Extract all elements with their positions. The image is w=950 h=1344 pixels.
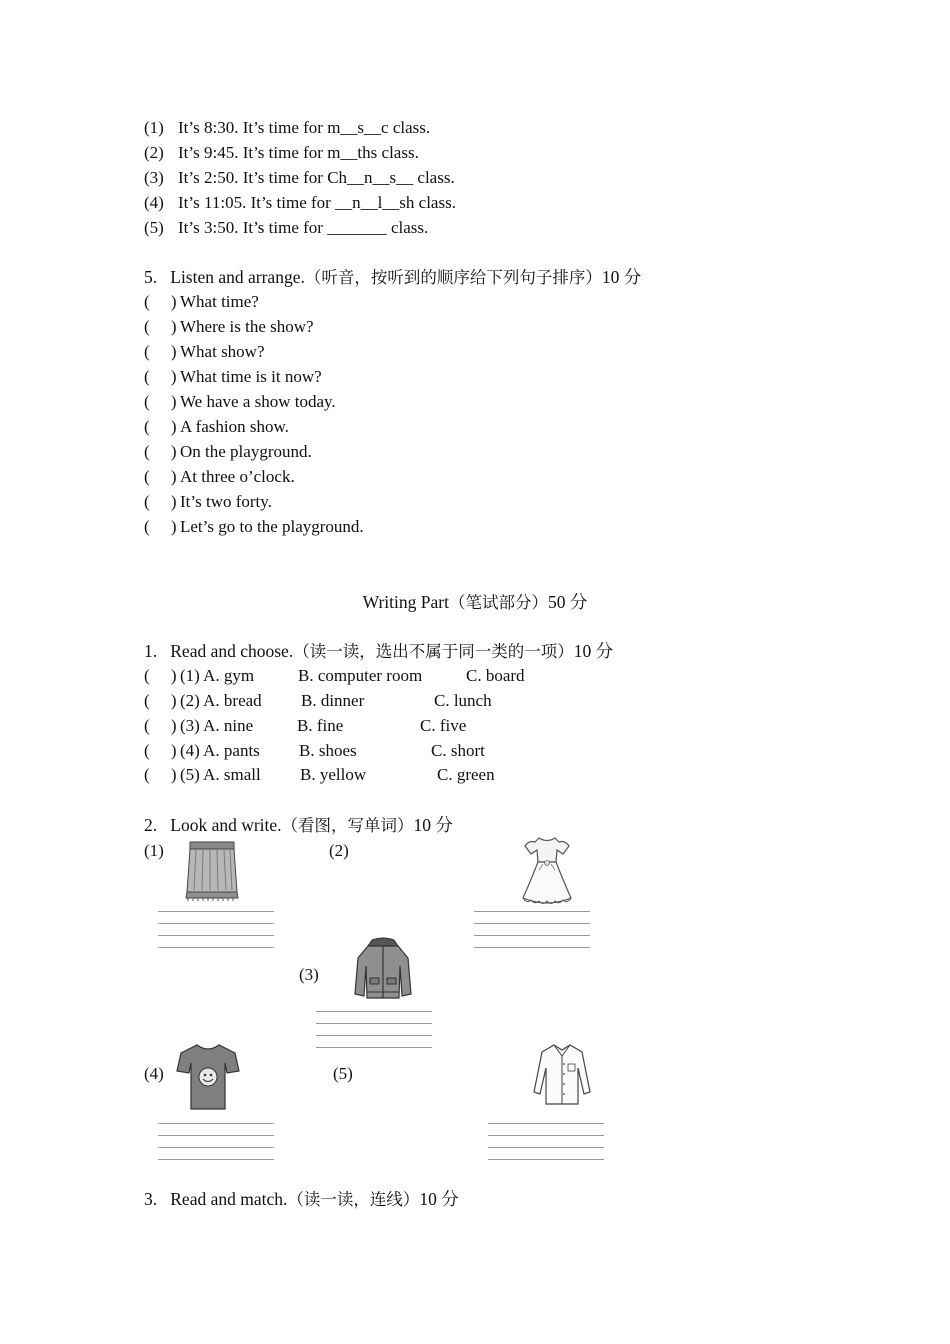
shirt-picture-icon	[530, 1042, 594, 1108]
arrange-item: ( ) It’s two forty.	[144, 492, 272, 511]
arrange-item: ( ) What show?	[144, 342, 265, 361]
fill-item-1: (1) It’s 8:30. It’s time for m__s__c class.	[144, 118, 431, 137]
choose-item-5: ( ) (5) A. small	[144, 765, 261, 784]
arrange-item: ( ) What time is it now?	[144, 367, 322, 386]
choose-item-3-b: B. fine	[297, 716, 344, 735]
picture-label-1: (1)	[144, 841, 164, 860]
dress-picture-icon	[519, 834, 575, 908]
arrange-item: ( ) Where is the show?	[144, 317, 314, 336]
choose-item-5-b: B. yellow	[300, 765, 367, 784]
arrange-item: ( ) A fashion show.	[144, 417, 289, 436]
write-lines-1[interactable]	[158, 911, 274, 951]
write-lines-5[interactable]	[488, 1123, 604, 1163]
w2-heading: 2. Look and write.（看图，写单词）10 分	[144, 815, 453, 835]
section5-heading: 5. Listen and arrange.（听音，按听到的顺序给下列句子排序）10 分	[144, 267, 642, 287]
choose-item-1-b: B. computer room	[298, 666, 423, 685]
w3-heading: 3. Read and match.（读一读，连线）10 分	[144, 1189, 459, 1209]
choose-item-4-b: B. shoes	[299, 741, 357, 760]
choose-item-2-c: C. lunch	[434, 691, 492, 710]
picture-label-3: (3)	[299, 965, 319, 984]
writing-part-title: Writing Part（笔试部分）50 分	[362, 592, 588, 612]
picture-label-4: (4)	[144, 1064, 164, 1083]
fill-item-3: (3) It’s 2:50. It’s time for Ch__n__s__ class.	[144, 168, 455, 187]
write-lines-4[interactable]	[158, 1123, 274, 1163]
choose-item-1-c: C. board	[466, 666, 525, 685]
picture-label-2: (2)	[329, 841, 349, 860]
arrange-item: ( ) Let’s go to the playground.	[144, 517, 364, 536]
choose-item-4: ( ) (4) A. pants	[144, 741, 260, 760]
skirt-picture-icon	[184, 840, 240, 902]
choose-item-1: ( ) (1) A. gym	[144, 666, 255, 685]
choose-item-5-c: C. green	[437, 765, 495, 784]
t-shirt-picture-icon	[175, 1041, 241, 1111]
arrange-item: ( ) What time?	[144, 292, 259, 311]
choose-item-3-c: C. five	[420, 716, 467, 735]
choose-item-2-b: B. dinner	[301, 691, 365, 710]
choose-item-4-c: C. short	[431, 741, 485, 760]
write-lines-2[interactable]	[474, 911, 590, 951]
jacket-picture-icon	[352, 936, 414, 1002]
choose-item-2: ( ) (2) A. bread	[144, 691, 262, 710]
arrange-item: ( ) We have a show today.	[144, 392, 336, 411]
w1-heading: 1. Read and choose.（读一读，选出不属于同一类的一项）10 分	[144, 641, 614, 661]
fill-item-5: (5) It’s 3:50. It’s time for _______ class.	[144, 218, 429, 237]
picture-label-5: (5)	[333, 1064, 353, 1083]
fill-item-4: (4) It’s 11:05. It’s time for __n__l__sh class.	[144, 193, 456, 212]
arrange-item: ( ) At three o’clock.	[144, 467, 295, 486]
write-lines-3[interactable]	[316, 1011, 432, 1051]
fill-item-2: (2) It’s 9:45. It’s time for m__ths class.	[144, 143, 419, 162]
arrange-item: ( ) On the playground.	[144, 442, 312, 461]
choose-item-3: ( ) (3) A. nine	[144, 716, 254, 735]
